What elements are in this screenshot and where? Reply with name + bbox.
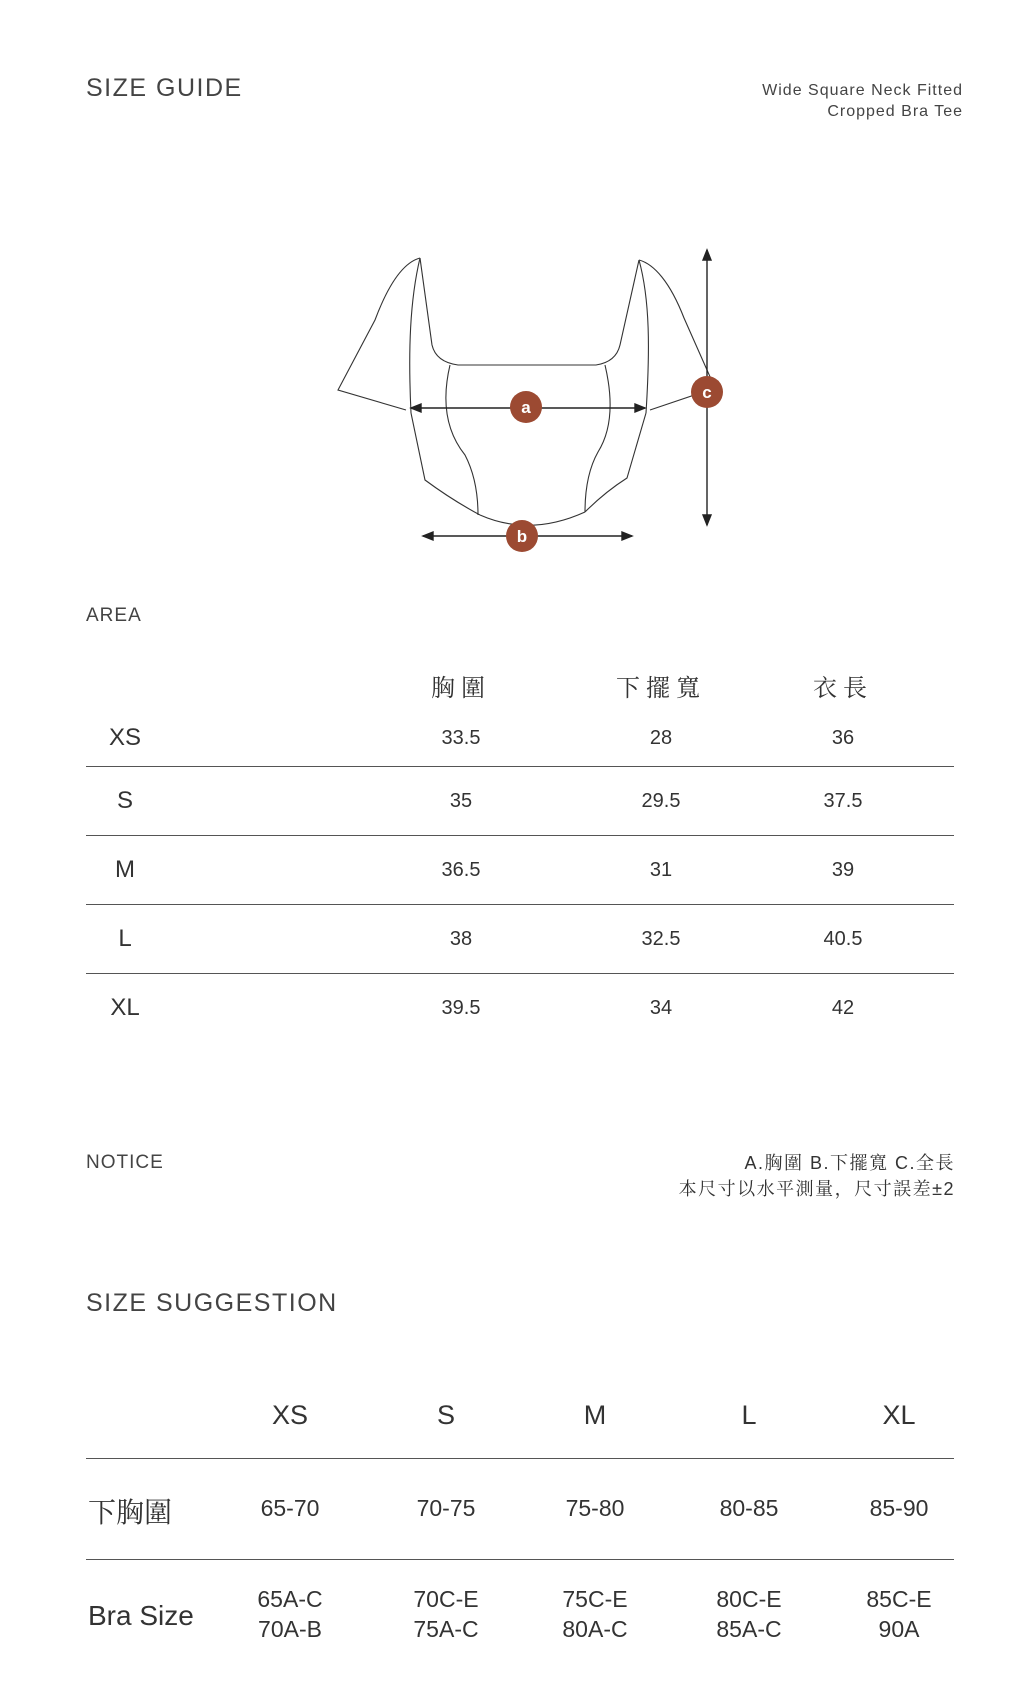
table-row — [86, 904, 954, 973]
bra-size-line: 80A-C — [562, 1616, 628, 1642]
size-header: XS — [271, 1400, 309, 1430]
bra-size-line: 85A-C — [716, 1616, 782, 1642]
notice-text — [679, 1150, 955, 1202]
bra-size-value — [386, 1584, 506, 1644]
chest-value: 39.5 — [441, 996, 481, 1019]
bra-size-value — [839, 1584, 959, 1644]
product-name-line-2: Cropped Bra Tee — [827, 103, 963, 120]
marker-a-label: a — [521, 398, 531, 417]
measurement-header-row — [86, 660, 954, 710]
notice-label: NOTICE — [86, 1152, 164, 1173]
bra-size-line: 80C-E — [716, 1586, 782, 1612]
table-row — [86, 973, 954, 1042]
measurement-table — [86, 660, 954, 1042]
length-value: 37.5 — [823, 789, 863, 812]
bra-size-value — [230, 1584, 350, 1644]
column-chest: 胸圍 — [431, 673, 491, 702]
column-hem-width: 下擺寬 — [616, 673, 706, 702]
hem-value: 32.5 — [641, 927, 681, 950]
bra-size-value — [689, 1584, 809, 1644]
size-label: XL — [110, 994, 140, 1021]
column-length: 衣長 — [813, 673, 873, 702]
underbust-row — [86, 1459, 954, 1560]
chest-value: 38 — [449, 927, 473, 950]
length-value: 39 — [831, 858, 855, 881]
table-row — [86, 766, 954, 835]
suggestion-header-row — [86, 1382, 954, 1459]
marker-b-label: b — [516, 527, 528, 546]
bra-size-line: 65A-C — [257, 1586, 323, 1612]
underbust-label: 下胸圍 — [88, 1496, 173, 1529]
size-label: XS — [108, 724, 141, 751]
product-name — [762, 80, 963, 122]
marker-b — [506, 520, 538, 552]
size-label: M — [115, 856, 135, 883]
table-row — [86, 710, 954, 766]
chest-value: 35 — [449, 789, 473, 812]
length-value: 36 — [831, 726, 855, 749]
underbust-value: 75-80 — [565, 1495, 625, 1521]
bra-size-line: 70A-B — [258, 1616, 322, 1642]
notice-line-2: 本尺寸以水平測量，尺寸誤差±2 — [678, 1179, 955, 1199]
bra-size-value — [535, 1584, 655, 1644]
size-suggestion-title: SIZE SUGGESTION — [86, 1289, 338, 1317]
length-value: 42 — [831, 996, 855, 1019]
bra-size-row — [86, 1560, 954, 1670]
underbust-value: 80-85 — [719, 1495, 779, 1521]
size-header: L — [741, 1400, 757, 1430]
hem-value: 31 — [649, 858, 673, 881]
chest-value: 33.5 — [441, 726, 481, 749]
bra-size-line: 75A-C — [413, 1616, 479, 1642]
table-row — [86, 835, 954, 904]
hem-value: 34 — [649, 996, 673, 1019]
size-header: M — [583, 1400, 607, 1430]
hem-value: 29.5 — [641, 789, 681, 812]
underbust-value: 65-70 — [260, 1495, 320, 1521]
bra-size-label: Bra Size — [88, 1600, 194, 1631]
marker-c — [691, 376, 723, 408]
bra-size-line: 75C-E — [562, 1586, 628, 1612]
bra-size-line: 90A — [878, 1616, 920, 1642]
size-label: S — [116, 787, 133, 814]
product-name-line-1: Wide Square Neck Fitted — [762, 82, 963, 99]
bra-size-line: 70C-E — [413, 1586, 479, 1612]
notice-line-1: A.胸圍 B.下擺寬 C.全長 — [744, 1153, 955, 1173]
size-label: L — [118, 925, 132, 952]
bra-size-line: 85C-E — [866, 1586, 932, 1612]
area-label: AREA — [86, 605, 142, 626]
underbust-value: 70-75 — [416, 1495, 476, 1521]
marker-a — [510, 391, 542, 423]
marker-c-label: c — [702, 383, 712, 402]
hem-value: 28 — [649, 726, 673, 749]
length-value: 40.5 — [823, 927, 863, 950]
underbust-value: 85-90 — [869, 1495, 929, 1521]
garment-diagram — [320, 240, 740, 560]
size-suggestion-table — [86, 1382, 954, 1670]
size-header: XL — [882, 1400, 916, 1430]
size-header: S — [436, 1400, 455, 1430]
page-title: SIZE GUIDE — [86, 74, 243, 102]
chest-value: 36.5 — [441, 858, 481, 881]
